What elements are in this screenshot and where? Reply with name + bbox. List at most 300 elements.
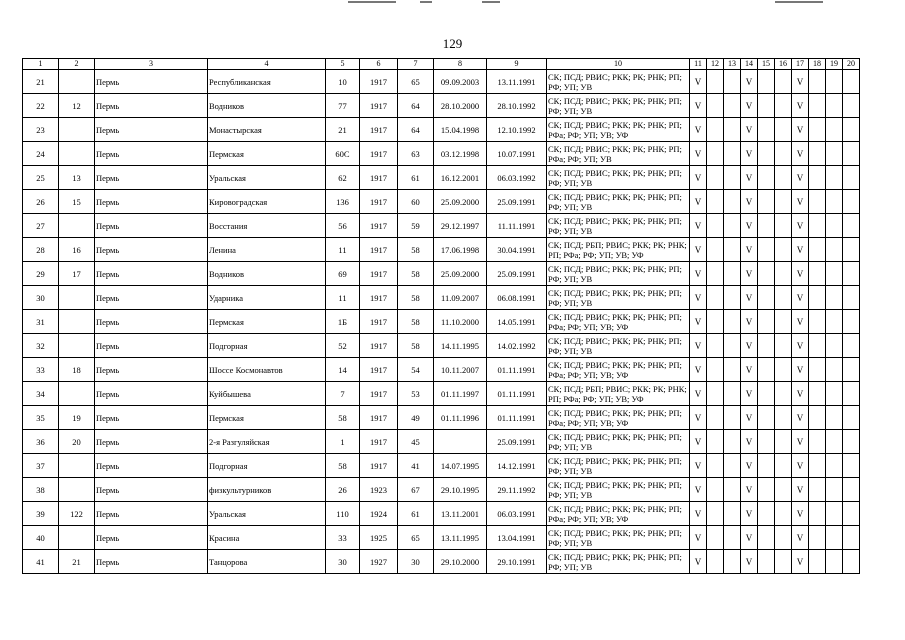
table-body bbox=[23, 70, 860, 574]
count-cell: 30 bbox=[398, 550, 434, 574]
house-cell: 60С bbox=[326, 142, 360, 166]
mark-cell-13 bbox=[724, 334, 741, 358]
column-header-1: 1 bbox=[23, 59, 59, 70]
codes-cell: СК; ПСД; РБП; РВИС; РКК; РК; РНК; РП; РФа; РФ; УП; УВ; УФ bbox=[547, 238, 690, 262]
year-cell: 1917 bbox=[360, 382, 398, 406]
object-number: 20 bbox=[59, 430, 95, 454]
column-header-3: 3 bbox=[95, 59, 208, 70]
table-row bbox=[23, 406, 860, 430]
mark-cell-17: V bbox=[792, 214, 809, 238]
mark-cell-14: V bbox=[741, 238, 758, 262]
count-cell: 65 bbox=[398, 526, 434, 550]
object-number: 16 bbox=[59, 238, 95, 262]
house-cell: 1 bbox=[326, 430, 360, 454]
year-cell: 1917 bbox=[360, 166, 398, 190]
city-cell: Пермь bbox=[95, 70, 208, 94]
registration-date-cell: 13.11.1991 bbox=[487, 70, 547, 94]
street-cell: Ударника bbox=[208, 286, 326, 310]
house-cell: 77 bbox=[326, 94, 360, 118]
mark-cell-20 bbox=[843, 238, 860, 262]
year-cell: 1917 bbox=[360, 310, 398, 334]
mark-cell-12 bbox=[707, 142, 724, 166]
object-number: 17 bbox=[59, 262, 95, 286]
street-cell: Пермская bbox=[208, 310, 326, 334]
count-cell: 65 bbox=[398, 70, 434, 94]
table-row bbox=[23, 550, 860, 574]
year-cell: 1917 bbox=[360, 334, 398, 358]
registration-date-cell: 14.02.1992 bbox=[487, 334, 547, 358]
table-row bbox=[23, 94, 860, 118]
date-cell: 25.09.2000 bbox=[434, 262, 487, 286]
mark-cell-16 bbox=[775, 142, 792, 166]
year-cell: 1917 bbox=[360, 358, 398, 382]
table-row bbox=[23, 70, 860, 94]
registration-date-cell: 25.09.1991 bbox=[487, 190, 547, 214]
row-number: 34 bbox=[23, 382, 59, 406]
house-cell: 33 bbox=[326, 526, 360, 550]
mark-cell-11: V bbox=[690, 478, 707, 502]
mark-cell-12 bbox=[707, 310, 724, 334]
mark-cell-16 bbox=[775, 94, 792, 118]
year-cell: 1924 bbox=[360, 502, 398, 526]
year-cell: 1927 bbox=[360, 550, 398, 574]
mark-cell-15 bbox=[758, 70, 775, 94]
mark-cell-16 bbox=[775, 334, 792, 358]
mark-cell-16 bbox=[775, 478, 792, 502]
mark-cell-14: V bbox=[741, 262, 758, 286]
mark-cell-18 bbox=[809, 142, 826, 166]
date-cell: 09.09.2003 bbox=[434, 70, 487, 94]
mark-cell-14: V bbox=[741, 142, 758, 166]
mark-cell-15 bbox=[758, 142, 775, 166]
column-header-12: 12 bbox=[707, 59, 724, 70]
column-header-5: 5 bbox=[326, 59, 360, 70]
mark-cell-18 bbox=[809, 382, 826, 406]
street-cell: Пермская bbox=[208, 406, 326, 430]
table-row bbox=[23, 502, 860, 526]
mark-cell-19 bbox=[826, 502, 843, 526]
column-header-10: 10 bbox=[547, 59, 690, 70]
column-header-18: 18 bbox=[809, 59, 826, 70]
registration-date-cell: 11.11.1991 bbox=[487, 214, 547, 238]
row-number: 35 bbox=[23, 406, 59, 430]
mark-cell-16 bbox=[775, 262, 792, 286]
date-cell: 14.07.1995 bbox=[434, 454, 487, 478]
mark-cell-15 bbox=[758, 94, 775, 118]
mark-cell-14: V bbox=[741, 454, 758, 478]
mark-cell-14: V bbox=[741, 334, 758, 358]
mark-cell-19 bbox=[826, 382, 843, 406]
house-cell: 69 bbox=[326, 262, 360, 286]
street-cell: Кировоградская bbox=[208, 190, 326, 214]
mark-cell-11: V bbox=[690, 262, 707, 286]
object-number: 12 bbox=[59, 94, 95, 118]
mark-cell-19 bbox=[826, 262, 843, 286]
city-cell: Пермь bbox=[95, 214, 208, 238]
mark-cell-17: V bbox=[792, 502, 809, 526]
table-row bbox=[23, 190, 860, 214]
mark-cell-20 bbox=[843, 142, 860, 166]
registration-date-cell: 06.08.1991 bbox=[487, 286, 547, 310]
mark-cell-13 bbox=[724, 430, 741, 454]
mark-cell-13 bbox=[724, 382, 741, 406]
street-cell: Восстания bbox=[208, 214, 326, 238]
mark-cell-12 bbox=[707, 478, 724, 502]
mark-cell-16 bbox=[775, 286, 792, 310]
house-cell: 136 bbox=[326, 190, 360, 214]
mark-cell-15 bbox=[758, 430, 775, 454]
mark-cell-19 bbox=[826, 142, 843, 166]
object-number bbox=[59, 286, 95, 310]
row-number: 33 bbox=[23, 358, 59, 382]
mark-cell-15 bbox=[758, 550, 775, 574]
registration-date-cell: 01.11.1991 bbox=[487, 406, 547, 430]
mark-cell-14: V bbox=[741, 286, 758, 310]
mark-cell-17: V bbox=[792, 550, 809, 574]
mark-cell-20 bbox=[843, 550, 860, 574]
count-cell: 49 bbox=[398, 406, 434, 430]
date-cell: 01.11.1996 bbox=[434, 406, 487, 430]
mark-cell-13 bbox=[724, 94, 741, 118]
object-number bbox=[59, 214, 95, 238]
mark-cell-17: V bbox=[792, 406, 809, 430]
column-header-14: 14 bbox=[741, 59, 758, 70]
mark-cell-11: V bbox=[690, 94, 707, 118]
mark-cell-20 bbox=[843, 310, 860, 334]
mark-cell-18 bbox=[809, 454, 826, 478]
object-number: 19 bbox=[59, 406, 95, 430]
date-cell: 10.11.2007 bbox=[434, 358, 487, 382]
street-cell: Монастырская bbox=[208, 118, 326, 142]
city-cell: Пермь bbox=[95, 358, 208, 382]
mark-cell-13 bbox=[724, 502, 741, 526]
mark-cell-12 bbox=[707, 190, 724, 214]
city-cell: Пермь bbox=[95, 406, 208, 430]
row-number: 25 bbox=[23, 166, 59, 190]
city-cell: Пермь bbox=[95, 238, 208, 262]
mark-cell-18 bbox=[809, 214, 826, 238]
registration-date-cell: 30.04.1991 bbox=[487, 238, 547, 262]
mark-cell-12 bbox=[707, 454, 724, 478]
mark-cell-16 bbox=[775, 190, 792, 214]
mark-cell-17: V bbox=[792, 310, 809, 334]
column-header-8: 8 bbox=[434, 59, 487, 70]
mark-cell-20 bbox=[843, 94, 860, 118]
codes-cell: СК; ПСД; РВИС; РКК; РК; РНК; РП; РФа; РФ; УП; УВ; УФ bbox=[547, 118, 690, 142]
row-number: 22 bbox=[23, 94, 59, 118]
mark-cell-13 bbox=[724, 238, 741, 262]
count-cell: 63 bbox=[398, 142, 434, 166]
mark-cell-18 bbox=[809, 334, 826, 358]
date-cell bbox=[434, 430, 487, 454]
city-cell: Пермь bbox=[95, 454, 208, 478]
mark-cell-20 bbox=[843, 526, 860, 550]
mark-cell-18 bbox=[809, 502, 826, 526]
house-cell: 11 bbox=[326, 286, 360, 310]
row-number: 41 bbox=[23, 550, 59, 574]
mark-cell-17: V bbox=[792, 118, 809, 142]
mark-cell-14: V bbox=[741, 190, 758, 214]
mark-cell-16 bbox=[775, 214, 792, 238]
column-header-15: 15 bbox=[758, 59, 775, 70]
mark-cell-16 bbox=[775, 550, 792, 574]
count-cell: 64 bbox=[398, 94, 434, 118]
column-header-11: 11 bbox=[690, 59, 707, 70]
mark-cell-11: V bbox=[690, 358, 707, 382]
date-cell: 11.09.2007 bbox=[434, 286, 487, 310]
mark-cell-20 bbox=[843, 358, 860, 382]
mark-cell-20 bbox=[843, 502, 860, 526]
date-cell: 01.11.1997 bbox=[434, 382, 487, 406]
registration-date-cell: 06.03.1991 bbox=[487, 502, 547, 526]
count-cell: 45 bbox=[398, 430, 434, 454]
mark-cell-11: V bbox=[690, 454, 707, 478]
mark-cell-18 bbox=[809, 550, 826, 574]
count-cell: 58 bbox=[398, 262, 434, 286]
registration-date-cell: 28.10.1992 bbox=[487, 94, 547, 118]
city-cell: Пермь bbox=[95, 262, 208, 286]
page-number: 129 bbox=[442, 36, 463, 51]
mark-cell-15 bbox=[758, 286, 775, 310]
mark-cell-19 bbox=[826, 406, 843, 430]
registration-date-cell: 14.12.1991 bbox=[487, 454, 547, 478]
street-cell: 2-я Разгуляйская bbox=[208, 430, 326, 454]
mark-cell-16 bbox=[775, 166, 792, 190]
year-cell: 1917 bbox=[360, 454, 398, 478]
street-cell: Водников bbox=[208, 262, 326, 286]
mark-cell-14: V bbox=[741, 70, 758, 94]
mark-cell-12 bbox=[707, 262, 724, 286]
mark-cell-20 bbox=[843, 190, 860, 214]
mark-cell-15 bbox=[758, 526, 775, 550]
mark-cell-17: V bbox=[792, 166, 809, 190]
mark-cell-19 bbox=[826, 70, 843, 94]
mark-cell-12 bbox=[707, 382, 724, 406]
count-cell: 67 bbox=[398, 478, 434, 502]
mark-cell-18 bbox=[809, 190, 826, 214]
row-number: 36 bbox=[23, 430, 59, 454]
mark-cell-16 bbox=[775, 430, 792, 454]
codes-cell: СК; ПСД; РВИС; РКК; РК; РНК; РП; РФ; УП; УВ bbox=[547, 70, 690, 94]
mark-cell-20 bbox=[843, 334, 860, 358]
table-row bbox=[23, 214, 860, 238]
row-number: 30 bbox=[23, 286, 59, 310]
mark-cell-12 bbox=[707, 358, 724, 382]
object-number bbox=[59, 526, 95, 550]
street-cell: Республиканская bbox=[208, 70, 326, 94]
year-cell: 1917 bbox=[360, 190, 398, 214]
object-number bbox=[59, 334, 95, 358]
mark-cell-17: V bbox=[792, 262, 809, 286]
mark-cell-16 bbox=[775, 238, 792, 262]
object-number: 18 bbox=[59, 358, 95, 382]
registration-date-cell: 25.09.1991 bbox=[487, 430, 547, 454]
mark-cell-12 bbox=[707, 430, 724, 454]
street-cell: Куйбышева bbox=[208, 382, 326, 406]
object-number: 15 bbox=[59, 190, 95, 214]
mark-cell-15 bbox=[758, 166, 775, 190]
date-cell: 17.06.1998 bbox=[434, 238, 487, 262]
mark-cell-13 bbox=[724, 454, 741, 478]
count-cell: 54 bbox=[398, 358, 434, 382]
mark-cell-15 bbox=[758, 478, 775, 502]
mark-cell-19 bbox=[826, 118, 843, 142]
table-row bbox=[23, 526, 860, 550]
mark-cell-17: V bbox=[792, 430, 809, 454]
codes-cell: СК; ПСД; РВИС; РКК; РК; РНК; РП; РФ; УП; УВ bbox=[547, 286, 690, 310]
mark-cell-15 bbox=[758, 382, 775, 406]
mark-cell-13 bbox=[724, 118, 741, 142]
registration-date-cell: 29.10.1991 bbox=[487, 550, 547, 574]
count-cell: 60 bbox=[398, 190, 434, 214]
table-row bbox=[23, 454, 860, 478]
year-cell: 1917 bbox=[360, 214, 398, 238]
count-cell: 58 bbox=[398, 334, 434, 358]
registration-date-cell: 10.07.1991 bbox=[487, 142, 547, 166]
object-number: 21 bbox=[59, 550, 95, 574]
mark-cell-17: V bbox=[792, 382, 809, 406]
city-cell: Пермь bbox=[95, 118, 208, 142]
year-cell: 1917 bbox=[360, 430, 398, 454]
codes-cell: СК; ПСД; РВИС; РКК; РК; РНК; РП; РФ; УП; УВ bbox=[547, 94, 690, 118]
mark-cell-14: V bbox=[741, 550, 758, 574]
mark-cell-19 bbox=[826, 526, 843, 550]
codes-cell: СК; ПСД; РВИС; РКК; РК; РНК; РП; РФ; УП; УВ bbox=[547, 430, 690, 454]
year-cell: 1917 bbox=[360, 262, 398, 286]
year-cell: 1917 bbox=[360, 118, 398, 142]
city-cell: Пермь bbox=[95, 166, 208, 190]
count-cell: 64 bbox=[398, 118, 434, 142]
column-header-16: 16 bbox=[775, 59, 792, 70]
registration-date-cell: 13.04.1991 bbox=[487, 526, 547, 550]
row-number: 37 bbox=[23, 454, 59, 478]
registration-date-cell: 14.05.1991 bbox=[487, 310, 547, 334]
mark-cell-11: V bbox=[690, 406, 707, 430]
mark-cell-14: V bbox=[741, 166, 758, 190]
count-cell: 53 bbox=[398, 382, 434, 406]
mark-cell-18 bbox=[809, 358, 826, 382]
count-cell: 58 bbox=[398, 310, 434, 334]
city-cell: Пермь bbox=[95, 478, 208, 502]
mark-cell-19 bbox=[826, 334, 843, 358]
count-cell: 58 bbox=[398, 286, 434, 310]
mark-cell-14: V bbox=[741, 526, 758, 550]
codes-cell: СК; ПСД; РВИС; РКК; РК; РНК; РП; РФ; УП; УВ bbox=[547, 262, 690, 286]
mark-cell-14: V bbox=[741, 478, 758, 502]
row-number: 26 bbox=[23, 190, 59, 214]
mark-cell-15 bbox=[758, 262, 775, 286]
table-row bbox=[23, 430, 860, 454]
registration-date-cell: 01.11.1991 bbox=[487, 358, 547, 382]
mark-cell-20 bbox=[843, 454, 860, 478]
mark-cell-12 bbox=[707, 550, 724, 574]
table-row bbox=[23, 334, 860, 358]
mark-cell-19 bbox=[826, 550, 843, 574]
mark-cell-18 bbox=[809, 262, 826, 286]
mark-cell-20 bbox=[843, 166, 860, 190]
mark-cell-17: V bbox=[792, 334, 809, 358]
column-header-20: 20 bbox=[843, 59, 860, 70]
year-cell: 1917 bbox=[360, 238, 398, 262]
mark-cell-11: V bbox=[690, 190, 707, 214]
house-cell: 7 bbox=[326, 382, 360, 406]
mark-cell-15 bbox=[758, 406, 775, 430]
table-row bbox=[23, 382, 860, 406]
city-cell: Пермь bbox=[95, 334, 208, 358]
mark-cell-20 bbox=[843, 382, 860, 406]
mark-cell-12 bbox=[707, 166, 724, 190]
mark-cell-11: V bbox=[690, 286, 707, 310]
house-cell: 58 bbox=[326, 406, 360, 430]
scan-top-marks bbox=[0, 0, 905, 6]
mark-cell-18 bbox=[809, 286, 826, 310]
mark-cell-15 bbox=[758, 118, 775, 142]
house-cell: 10 bbox=[326, 70, 360, 94]
column-header-6: 6 bbox=[360, 59, 398, 70]
mark-cell-14: V bbox=[741, 214, 758, 238]
column-header-13: 13 bbox=[724, 59, 741, 70]
mark-cell-15 bbox=[758, 190, 775, 214]
street-cell: физкультурников bbox=[208, 478, 326, 502]
year-cell: 1923 bbox=[360, 478, 398, 502]
count-cell: 59 bbox=[398, 214, 434, 238]
codes-cell: СК; ПСД; РВИС; РКК; РК; РНК; РП; РФ; УП; УВ bbox=[547, 214, 690, 238]
mark-cell-20 bbox=[843, 430, 860, 454]
mark-cell-12 bbox=[707, 70, 724, 94]
house-cell: 62 bbox=[326, 166, 360, 190]
street-cell: Шоссе Космонавтов bbox=[208, 358, 326, 382]
mark-cell-13 bbox=[724, 70, 741, 94]
mark-cell-15 bbox=[758, 502, 775, 526]
mark-cell-13 bbox=[724, 142, 741, 166]
mark-cell-13 bbox=[724, 550, 741, 574]
column-header-7: 7 bbox=[398, 59, 434, 70]
object-number bbox=[59, 118, 95, 142]
mark-cell-13 bbox=[724, 286, 741, 310]
date-cell: 29.10.1995 bbox=[434, 478, 487, 502]
mark-cell-20 bbox=[843, 262, 860, 286]
date-cell: 29.12.1997 bbox=[434, 214, 487, 238]
count-cell: 58 bbox=[398, 238, 434, 262]
date-cell: 29.10.2000 bbox=[434, 550, 487, 574]
object-number bbox=[59, 310, 95, 334]
mark-cell-17: V bbox=[792, 526, 809, 550]
mark-cell-19 bbox=[826, 166, 843, 190]
mark-cell-19 bbox=[826, 454, 843, 478]
street-cell: Водников bbox=[208, 94, 326, 118]
mark-cell-16 bbox=[775, 118, 792, 142]
mark-cell-17: V bbox=[792, 454, 809, 478]
mark-cell-19 bbox=[826, 94, 843, 118]
house-cell: 21 bbox=[326, 118, 360, 142]
house-cell: 110 bbox=[326, 502, 360, 526]
mark-cell-18 bbox=[809, 526, 826, 550]
mark-cell-16 bbox=[775, 454, 792, 478]
city-cell: Пермь bbox=[95, 382, 208, 406]
codes-cell: СК; ПСД; РВИС; РКК; РК; РНК; РП; РФа; РФ; УП; УВ bbox=[547, 142, 690, 166]
mark-cell-16 bbox=[775, 406, 792, 430]
table-row bbox=[23, 358, 860, 382]
city-cell: Пермь bbox=[95, 502, 208, 526]
mark-cell-13 bbox=[724, 478, 741, 502]
mark-cell-16 bbox=[775, 502, 792, 526]
mark-cell-20 bbox=[843, 478, 860, 502]
row-number: 40 bbox=[23, 526, 59, 550]
mark-cell-16 bbox=[775, 382, 792, 406]
object-number bbox=[59, 454, 95, 478]
city-cell: Пермь bbox=[95, 526, 208, 550]
mark-cell-12 bbox=[707, 214, 724, 238]
